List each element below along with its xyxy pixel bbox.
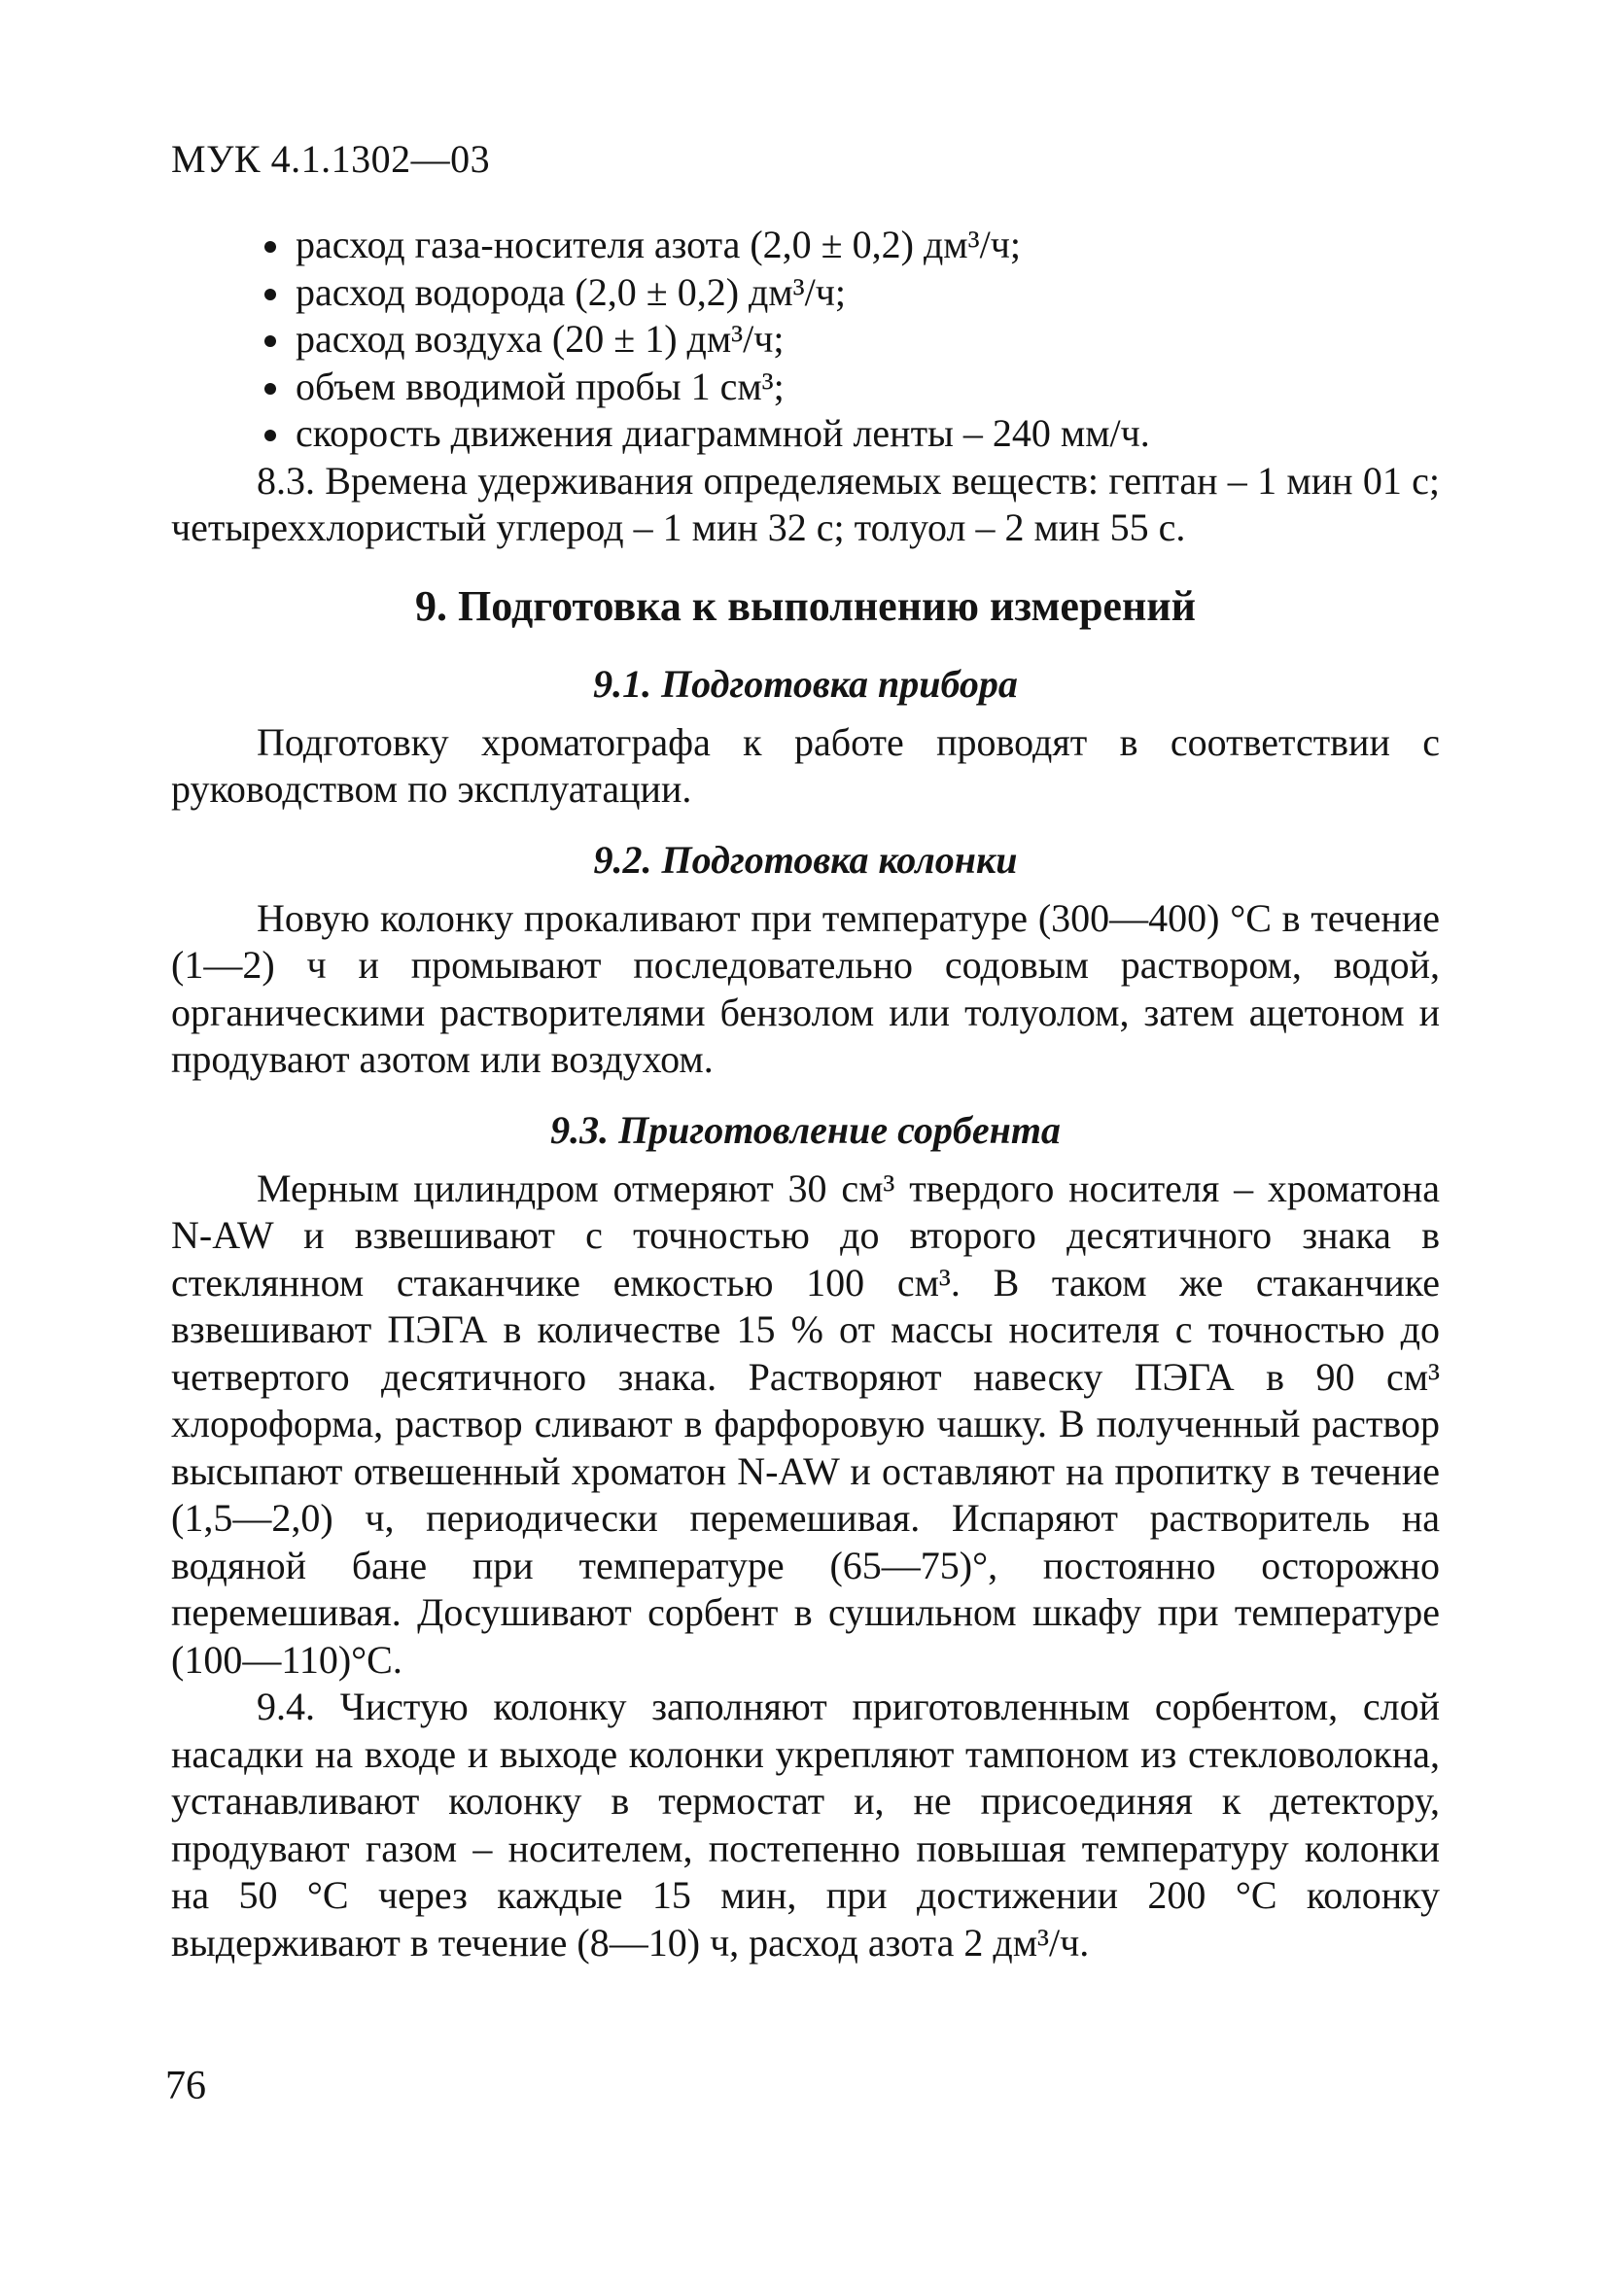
paragraph-9-1: Подготовку хроматографа к работе проводят в соответствии с руководством по эксплуатации. bbox=[171, 719, 1440, 811]
paragraph-9-3: Мерным цилиндром отмеряют 30 см³ твердого носителя – хроматона N-AW и взвешивают с точностью до второго десятичного знака в стеклянном стаканчике емкостью 100 см³. В таком же стаканчике взвешивают ПЭГА в количестве 15 % от массы носителя с точностью до четвертого десятичного знака. Растворяют навеску ПЭГА в 90 см³ хлороформа, раствор сливают в фарфоровую чашку. В полученный раствор высыпают отвешенный хроматон N-AW и оставляют на пропитку в течение (1,5—2,0) ч, периодически перемешивая. Испаряют растворитель на водяной бане при температуре (65—75)°, постоянно осторожно перемешивая. Досушивают сорбент в сушильном шкафу при температуре (100—110)°С. bbox=[171, 1165, 1440, 1682]
list-item: расход водорода (2,0 ± 0,2) дм³/ч; bbox=[171, 269, 1440, 317]
paragraph-8-3: 8.3. Времена удерживания определяемых веществ: гептан – 1 мин 01 с; четыреххлористый углерод – 1 мин 32 с; толуол – 2 мин 55 с. bbox=[171, 458, 1440, 549]
paragraph-9-4: 9.4. Чистую колонку заполняют приготовленным сорбентом, слой насадки на входе и выходе колонки укрепляют тампоном из стекловолокна, устанавливают колонку в термостат и, не присоединяя к детектору, продувают газом – носителем, постепенно повышая температуру колонки на 50 °С через каждые 15 мин, при достижении 200 °С колонку выдерживают в течение (8—10) ч, расход азота 2 дм³/ч. bbox=[171, 1685, 1440, 1965]
document-code-header: МУК 4.1.1302—03 bbox=[171, 137, 491, 181]
subsection-9-3-heading: 9.3. Приготовление сорбента bbox=[550, 1107, 1061, 1152]
subsection-9-2-heading: 9.2. Подготовка колонки bbox=[593, 837, 1018, 882]
page-body bbox=[171, 222, 1440, 1966]
list-item: скорость движения диаграммной ленты – 240 мм/ч. bbox=[171, 410, 1440, 458]
section-9-heading: 9. Подготовка к выполнению измерений bbox=[415, 581, 1196, 630]
list-item: объем вводимой пробы 1 см³; bbox=[171, 364, 1440, 411]
page-number: 76 bbox=[165, 2064, 206, 2108]
list-item: расход газа-носителя азота (2,0 ± 0,2) дм³/ч; bbox=[171, 222, 1440, 269]
parameters-list bbox=[171, 222, 1440, 458]
subsection-9-1-heading: 9.1. Подготовка прибора bbox=[593, 661, 1018, 706]
paragraph-9-2: Новую колонку прокаливают при температуре (300—400) °С в течение (1—2) ч и промывают последовательно содовым раствором, водой, органическими растворителями бензолом или толуолом, затем ацетоном и продувают азотом или воздухом. bbox=[171, 895, 1440, 1081]
list-item: расход воздуха (20 ± 1) дм³/ч; bbox=[171, 316, 1440, 364]
